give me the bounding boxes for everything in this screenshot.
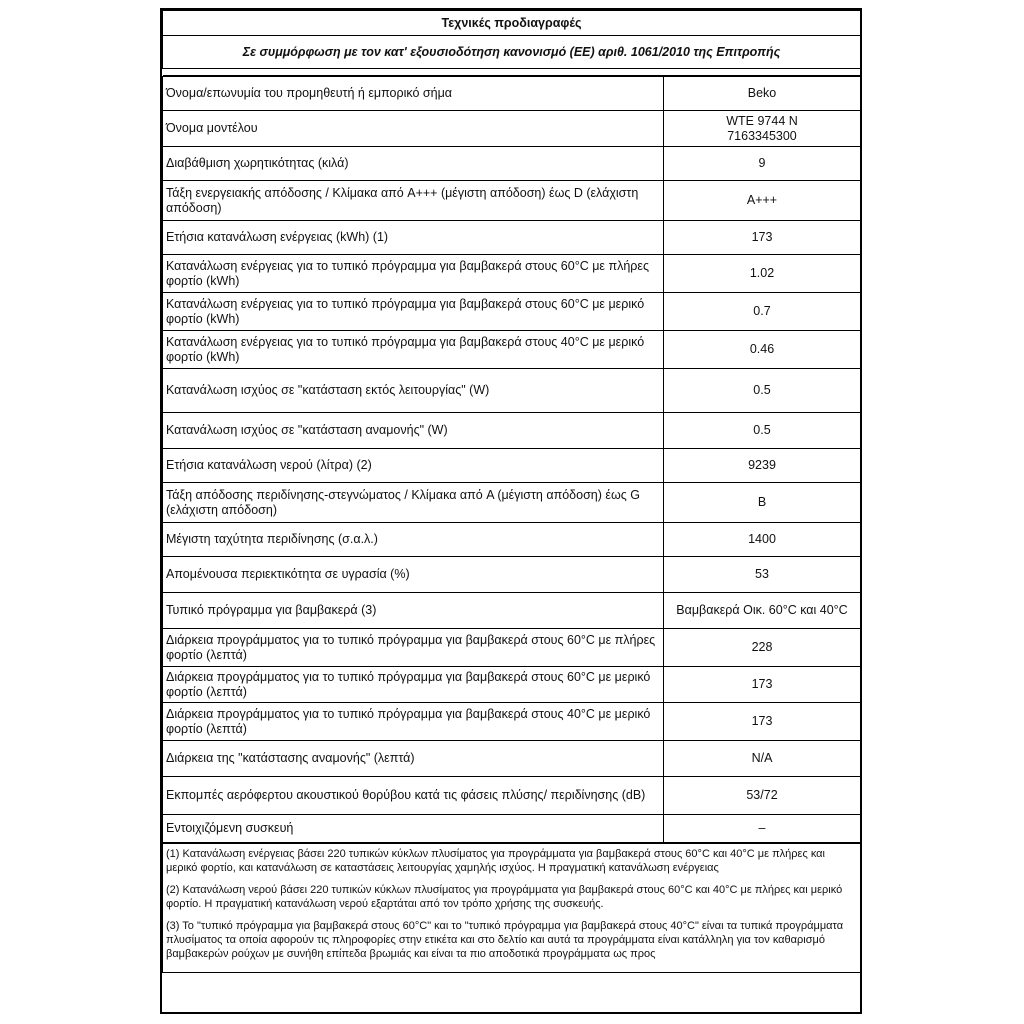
spec-table (162, 10, 861, 76)
spec-row (163, 593, 861, 629)
spec-row (163, 413, 861, 449)
footnote: (2) Κατανάλωση νερού βάσει 220 τυπικών κύκλων πλυσίματος για προγράμματα για βαμβακερά στους 60°C και 40°C με πλήρες και μερικό φορτίο. Η πραγματική κατανάλωση νερού εξαρτάται από τον τρόπο χρήσης της συσκευής. (166, 884, 843, 910)
spec-row (163, 703, 861, 741)
spec-value (664, 449, 861, 483)
footnote: (1) Κατανάλωση ενέργειας βάσει 220 τυπικών κύκλων πλυσίματος για προγράμματα για βαμβακερά στους 60°C και 40°C με πλήρες και μερικό φορτίο, και κατανάλωση σε καταστάσεις λειτουργίας χαμηλής ισχύος. Η πραγματική κατανάλωση ενέργειας (166, 848, 825, 874)
spec-label: Διάρκεια προγράμματος για το τυπικό πρόγραμμα για βαμβακερά στους 60°C με μερικό φορτίο (λεπτά) (163, 667, 664, 703)
spec-value (664, 147, 861, 181)
spec-label: Κατανάλωση ισχύος σε "κατάσταση αναμονής" (W) (163, 413, 664, 449)
subtitle-row (163, 36, 861, 69)
spec-value (664, 629, 861, 667)
spec-label: Εκπομπές αερόφερτου ακουστικού θορύβου κατά τις φάσεις πλύσης/ περιδίνησης (dB) (163, 777, 664, 815)
spec-label: Διαβάθμιση χωρητικότητας (κιλά) (163, 147, 664, 181)
spec-label: Κατανάλωση ισχύος σε "κατάσταση εκτός λειτουργίας" (W) (163, 369, 664, 413)
page-subtitle: Σε συμμόρφωση με τον κατ' εξουσιοδότηση κανονισμό (ΕΕ) αριθ. 1061/2010 της Επιτροπής (163, 36, 861, 69)
spec-value-line: N/A (751, 751, 773, 765)
spec-value-line: 0.5 (753, 423, 771, 437)
spec-value (664, 593, 861, 629)
spec-value-line: B (757, 495, 767, 509)
spec-value (664, 221, 861, 255)
spec-row (163, 449, 861, 483)
spec-value-line: A+++ (746, 193, 778, 207)
spec-row (163, 369, 861, 413)
spec-value (664, 703, 861, 741)
spacer-row (163, 69, 861, 76)
spec-value-line: Βαμβακερά Οικ. 60°C και 40°C (676, 603, 848, 617)
spec-value (664, 293, 861, 331)
spec-label: Εντοιχιζόμενη συσκευή (163, 815, 664, 843)
spec-row (163, 523, 861, 557)
spec-value-line: 9 (758, 156, 766, 170)
spec-label: Διάρκεια προγράμματος για το τυπικό πρόγραμμα για βαμβακερά στους 40°C με μερικό φορτίο (λεπτά) (163, 703, 664, 741)
spec-row (163, 255, 861, 293)
spec-value (664, 741, 861, 777)
spec-value (664, 369, 861, 413)
spacer-cell (163, 69, 861, 76)
spec-row (163, 221, 861, 255)
spec-label: Διάρκεια της "κατάστασης αναμονής" (λεπτά) (163, 741, 664, 777)
spec-label: Ετήσια κατανάλωση νερού (λίτρα) (2) (163, 449, 664, 483)
spec-row (163, 483, 861, 523)
spec-label: Τάξη ενεργειακής απόδοσης / Κλίμακα από A+++ (μέγιστη απόδοση) έως D (ελάχιστη απόδοση) (163, 181, 664, 221)
page-title: Τεχνικές προδιαγραφές (163, 11, 861, 36)
spec-value-line: 1.02 (749, 266, 775, 280)
spec-value (664, 331, 861, 369)
spec-value (664, 557, 861, 593)
spec-row (163, 777, 861, 815)
spec-value (664, 815, 861, 843)
spec-row (163, 77, 861, 111)
spec-label: Απομένουσα περιεκτικότητα σε υγρασία (%) (163, 557, 664, 593)
footnote: (3) Το "τυπικό πρόγραμμα για βαμβακερά στους 60°C" και το "τυπικό πρόγραμμα για βαμβακερά στους 40°C" είναι τα τυπικά προγράμματα πλυσίματος τα οποία αφορούν τις πληροφορίες στην ετικέτα και στο δελτίο και αυτά τα προγράμματα είναι κατάλληλη για τον καθαρισμό βαμβακερών ρούχων με συνήθη επίπεδα βρωμιάς και είναι τα πιο αποδοτικά προγράμματα ως προς (166, 920, 844, 960)
spec-value (664, 667, 861, 703)
notes-row (163, 844, 861, 973)
spec-label: Διάρκεια προγράμματος για το τυπικό πρόγραμμα για βαμβακερά στους 60°C με πλήρες φορτίο (λεπτά) (163, 629, 664, 667)
notes-table (162, 843, 861, 973)
spec-value (664, 413, 861, 449)
spec-value-line: 228 (751, 640, 773, 654)
spec-label: Τυπικό πρόγραμμα για βαμβακερά (3) (163, 593, 664, 629)
spec-label: Μέγιστη ταχύτητα περιδίνησης (σ.α.λ.) (163, 523, 664, 557)
spec-label: Ετήσια κατανάλωση ενέργειας (kWh) (1) (163, 221, 664, 255)
spec-label: Κατανάλωση ενέργειας για το τυπικό πρόγραμμα για βαμβακερά στους 60°C με πλήρες φορτίο (kWh) (163, 255, 664, 293)
spec-row (163, 815, 861, 843)
spec-value-line: Beko (747, 86, 777, 100)
spec-value (664, 77, 861, 111)
spec-value-line: 9239 (748, 458, 776, 472)
spec-row (163, 293, 861, 331)
spec-value (664, 523, 861, 557)
spec-sheet (160, 8, 862, 1014)
spec-value-line: – (758, 821, 766, 835)
spec-row (163, 181, 861, 221)
spec-row (163, 741, 861, 777)
spec-value-line: 173 (751, 714, 773, 728)
spec-row (163, 331, 861, 369)
spec-label: Όνομα μοντέλου (163, 111, 664, 147)
spec-row (163, 667, 861, 703)
title-row (163, 11, 861, 36)
spec-value-line: 0.46 (749, 342, 775, 356)
spec-value (664, 181, 861, 221)
spec-label: Κατανάλωση ενέργειας για το τυπικό πρόγραμμα για βαμβακερά στους 40°C με μερικό φορτίο (kWh) (163, 331, 664, 369)
spec-label: Κατανάλωση ενέργειας για το τυπικό πρόγραμμα για βαμβακερά στους 60°C με μερικό φορτίο (kWh) (163, 293, 664, 331)
spec-value-line: 0.7 (753, 304, 771, 318)
spec-value-line-2: 7163345300 (727, 128, 797, 143)
spec-rows (162, 76, 861, 843)
spec-value-line: WTE 9744 N (726, 113, 798, 128)
spec-label: Τάξη απόδοσης περιδίνησης-στεγνώματος / Κλίμακα από A (μέγιστη απόδοση) έως G (ελάχιστη απόδοση) (163, 483, 664, 523)
spec-row (163, 147, 861, 181)
spec-value-line: 53 (755, 567, 769, 581)
spec-row (163, 629, 861, 667)
spec-value-line: 173 (751, 677, 773, 691)
spec-value-line: 0.5 (753, 383, 771, 397)
spec-value (664, 111, 861, 147)
spec-value (664, 483, 861, 523)
spec-value-line: 173 (751, 230, 773, 244)
notes-cell (163, 844, 861, 973)
spec-row (163, 111, 861, 147)
spec-value-line: 53/72 (746, 788, 778, 802)
spec-row (163, 557, 861, 593)
spec-value (664, 777, 861, 815)
spec-label: Όνομα/επωνυμία του προμηθευτή ή εμπορικό σήμα (163, 77, 664, 111)
spec-value-line: 1400 (748, 532, 776, 546)
spec-value (664, 255, 861, 293)
